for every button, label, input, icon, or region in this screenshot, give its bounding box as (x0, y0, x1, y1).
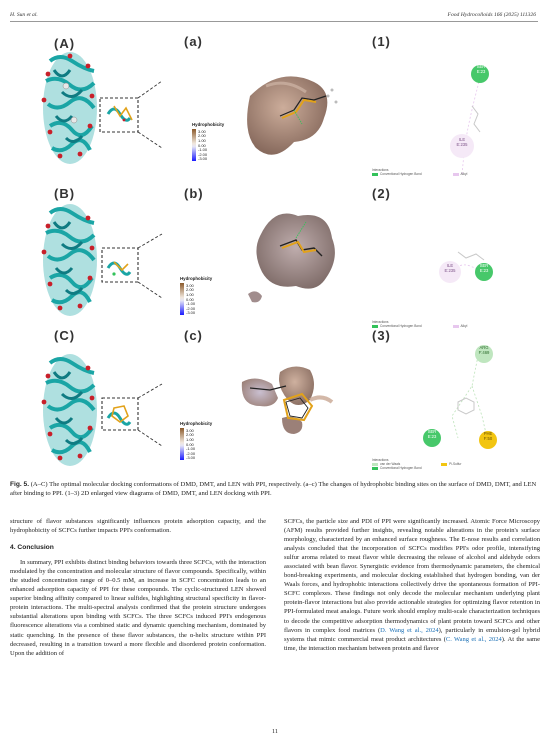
binding-site-zoom-len (108, 406, 130, 424)
tick: -2.00 (186, 450, 196, 456)
citation-link[interactable]: C. Wang et al., 2024 (445, 635, 502, 643)
tick: -3.00 (198, 156, 208, 162)
residue-phe-f50: PHE F:50 (483, 431, 493, 441)
tick: 2.00 (186, 287, 194, 293)
header-rule (10, 21, 538, 22)
figure-caption (10, 481, 540, 498)
legend-vdw: van der Waals (380, 462, 401, 466)
tick: -3.00 (186, 310, 196, 316)
right-column (284, 517, 540, 653)
caption-text: (A–C) The optimal molecular docking conformations of DMD, DMT, and LEN with PPI, respectively. (a–c) The changes of hydrophobic binding sites on the surface of DMD, DMT, and LEN after binding to PPI. (1–3) 2D enlarged view diagrams of DMD, DMT, and LEN docking with PPI. (10, 481, 537, 497)
tick: -2.00 (198, 151, 208, 157)
binding-site-zoom-dmd (108, 106, 132, 121)
interaction-legend-1 (372, 168, 512, 176)
tick: 1.00 (198, 137, 206, 143)
running-journal: Food Hydrocolloids 166 (2025) 111326 (447, 12, 536, 18)
tick: 0.00 (186, 296, 194, 302)
protein-structure-dmd (42, 52, 97, 164)
legend-title: Interactions (372, 168, 389, 172)
legend-swatch (372, 467, 378, 470)
panel-label-1: (1) (372, 34, 391, 49)
legend-swatch (372, 325, 378, 328)
tick: 1.00 (186, 291, 194, 297)
legend-conventional-hb: Conventional Hydrogen Bond (380, 324, 422, 328)
left-column (10, 517, 266, 658)
caption-label: Fig. 5. (10, 481, 30, 488)
residue-arg-f469: ARG F:469 (478, 345, 490, 355)
hydrophobicity-colorbar (180, 428, 184, 460)
panel-label-C: (C) (54, 328, 76, 343)
hydrophobicity-scale-a (192, 122, 224, 161)
hydrophobicity-colorbar (192, 129, 196, 161)
panel-label-A: (A) (54, 36, 76, 51)
hydrophobicity-scale-b (180, 276, 212, 315)
page-number: 11 (272, 728, 278, 735)
legend-swatch (441, 463, 447, 466)
protein-structure-dmt (42, 204, 97, 316)
hydrophobic-surface-len (242, 366, 332, 434)
tick: 2.00 (186, 432, 194, 438)
panel-label-b: (b) (184, 186, 204, 201)
figure-graphics (10, 26, 538, 478)
tick: -1.00 (186, 301, 196, 307)
figure-5 (10, 26, 538, 478)
paragraph-text: SCFCs, the particle size and PDI of PPI were significantly increased. Atomic Force Microscopy (AFM) results provided further insights, revealing notable alterations in the protein's surface morphology, characterized by an enhanced surface roughness. The E-nose results and correlation analysis concluded that the incorporation of SCFCs modifies PPI's odor profile, intensifying sulfur aroma related to meat flavor while decreasing the release of alcohol and aldehyde odors associated with bean flavor. Synergistic evidence from thermodynamic parameters, the chemical bond-breaking experiments, and molecular docking established that hydrogen bonding, van der Waals forces, and hydrophobic interactions collectively drive the spontaneous formation of PPI-SCFC complexes. These findings not only decode the molecular mechanism underlying plant protein-flavor interactions but also provide actionable strategies for optimizing flavor retention in PPI-formulated meat analogs. Future work should employ multi-scale characterization techniques to decode the competitive adsorption thermodynamics of plant protein toward SCFCs and other flavors in complex food matrices ( (284, 518, 540, 634)
tick: 3.00 (198, 128, 206, 134)
hydrophobic-surface-dmt (248, 214, 335, 303)
legend-pi-sulfur: Pi-Sulfur (449, 462, 462, 466)
tick: 1.00 (186, 436, 194, 442)
residue-ser-e23: SER E:23 (479, 263, 489, 273)
residue-ser-e23: SER E:23 (427, 429, 437, 439)
zoom-box-c (102, 398, 138, 430)
interaction-legend-3 (372, 458, 522, 470)
paragraph: In summary, PPI exhibits distinct binding behaviors towards three SCFCs, with the interaction modulated by the concentration and molecular structure of flavor compounds. Specifically, within the studied concentration range of 0–0.5 mM, an increase in SCFC concentration leads to an enhanced adsorption capacity of PPI for these compounds. The cyclic-structured LEN showed superior binding affinity compared to linear sulfides, highlighting structural specificity in flavor-protein interactions. The multi-spectral analysis confirmed that the protein structure undergoes substantial alterations upon binding with SCFCs. The three SCFCs induced PPI's endogenous fluorescence alterations via a combined static and dynamic quenching mechanism, dominated by static quenching. In the presence of these flavor substances, the α-helix structure within PPI decreased, resulting in a transition toward a more flexible and disordered protein conformation. Upon the addition of (10, 559, 266, 657)
legend-conventional-hb: Conventional Hydrogen Bond (380, 172, 422, 176)
legend-conventional-hb: Conventional Hydrogen Bond (380, 466, 422, 470)
panel-label-B: (B) (54, 186, 76, 201)
interaction-legend-2 (372, 320, 512, 328)
tick: 0.00 (186, 441, 194, 447)
legend-alkyl: Alkyl (460, 172, 468, 176)
tick: 2.00 (198, 133, 206, 139)
binding-site-zoom-dmt (108, 262, 130, 276)
residue-ile-e235: ILE E:235 (456, 137, 468, 147)
protein-structure-len (42, 354, 97, 466)
tick: -1.00 (198, 147, 208, 153)
legend-swatch (453, 325, 459, 328)
legend-title: Interactions (372, 320, 389, 324)
hydrophobic-surface-dmd (247, 76, 337, 154)
panel-label-c: (c) (184, 328, 203, 343)
legend-title: Interactions (372, 458, 389, 462)
hydrophobicity-scale-c (180, 421, 212, 460)
tick: -1.00 (186, 446, 196, 452)
section-heading: 4. Conclusion (10, 544, 54, 552)
tick: 0.00 (198, 142, 206, 148)
zoom-box-b (102, 248, 138, 282)
hydrophobicity-title: Hydrophobicity (180, 276, 213, 281)
panel-label-3: (3) (372, 328, 391, 343)
panel-label-2: (2) (372, 186, 391, 201)
running-author: H. Sun et al. (10, 12, 38, 18)
hydrophobicity-colorbar (180, 283, 184, 315)
hydrophobicity-title: Hydrophobicity (192, 122, 225, 127)
residue-ile-e235: ILE E:235 (444, 263, 456, 273)
paragraph: structure of flavor substances significantly influences protein adsorption capacity, and the hydrophobicity of SCFCs further impacts PPI's conformation. (10, 518, 266, 535)
tick: -3.00 (186, 455, 196, 461)
tick: 3.00 (186, 282, 194, 288)
hydrophobicity-title: Hydrophobicity (180, 421, 213, 426)
paragraph-text: ), particularly in emulsion-gel hybrid systems that mimic commercial meat product architectures ( (284, 626, 540, 643)
panel-label-a: (a) (184, 34, 203, 49)
tick: 3.00 (186, 427, 194, 433)
legend-swatch (453, 173, 459, 176)
legend-alkyl: Alkyl (460, 324, 468, 328)
citation-link[interactable]: D. Wang et al., 2024 (380, 626, 439, 634)
paragraph-text: ). At the same time, the interaction mechanism between protein and flavor (284, 635, 540, 652)
residue-ser-e23: SER E:23 (476, 64, 486, 74)
paragraph (284, 517, 540, 653)
tick: -2.00 (186, 305, 196, 311)
interaction-2d-dmd (450, 65, 489, 176)
legend-swatch (372, 173, 378, 176)
